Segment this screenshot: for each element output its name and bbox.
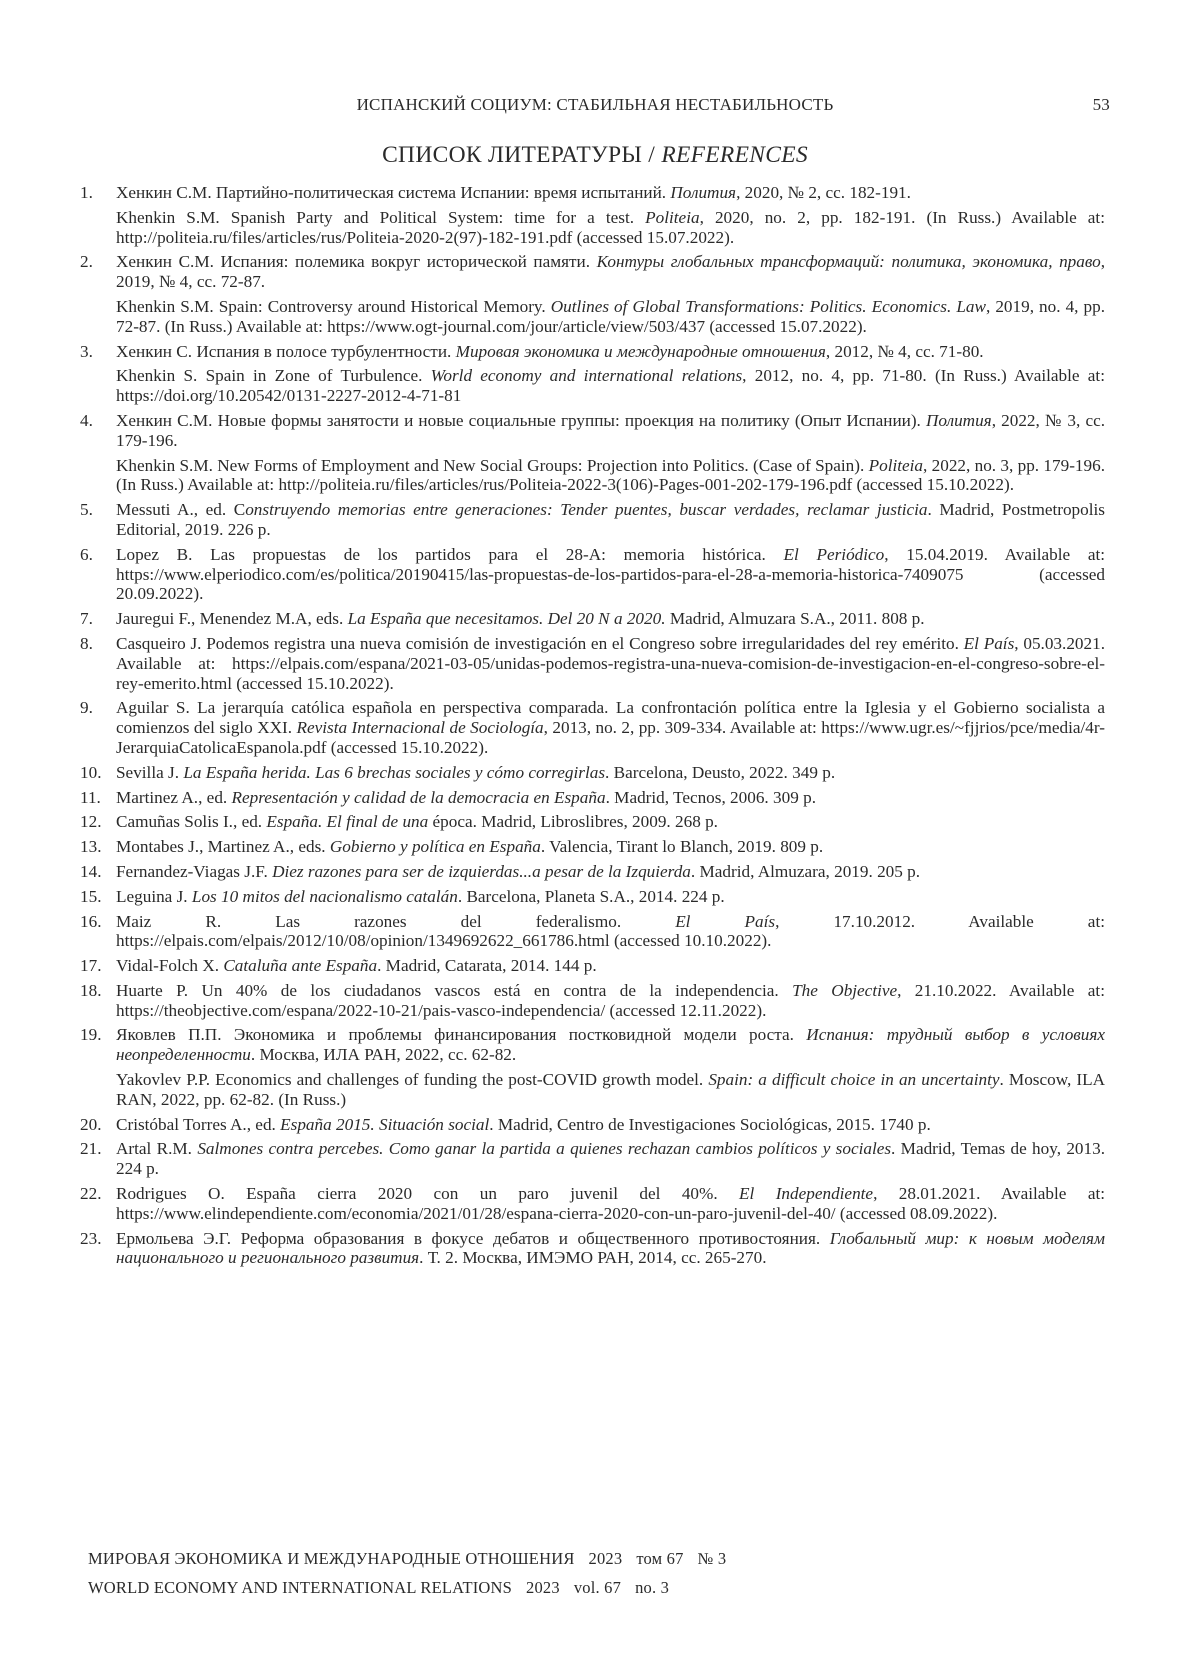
reference-item [80, 609, 1105, 629]
reference-entry [116, 912, 1105, 952]
reference-number: 21. [80, 1139, 113, 1159]
reference-source-title: onstruyendo memorias entre generaciones: Tender puentes, buscar verdades, reclamar justicia [245, 500, 927, 519]
reference-number: 6. [80, 545, 113, 565]
reference-source-title: El Independiente [739, 1184, 873, 1203]
reference-transliteration [116, 208, 1105, 248]
reference-transliteration [116, 297, 1105, 337]
reference-text: . Madrid, Temas de hoy, 2013. 224 p. [116, 1139, 1105, 1178]
reference-text: . Valencia, Tirant lo Blanch, 2019. 809 p. [541, 837, 823, 856]
page [0, 0, 1200, 1669]
reference-number: 15. [80, 887, 113, 907]
reference-text: Martinez A., ed. [116, 788, 232, 807]
reference-entry [116, 887, 1105, 907]
reference-source-title: El País [675, 912, 775, 931]
reference-entry [116, 1139, 1105, 1179]
reference-text: Хенкин С. Испания в полосе турбулентности. [116, 342, 456, 361]
reference-source-title: Diez razones para ser de izquierdas...a pesar de la Izquierda [272, 862, 691, 881]
reference-number: 2. [80, 252, 113, 272]
reference-item [80, 411, 1105, 495]
reference-source-title: Cataluña ante España [223, 956, 377, 975]
reference-text: Хенкин С.М. Испания: полемика вокруг исторической памяти. [116, 252, 597, 271]
reference-source-title: Испания: трудный выбор в условиях неопределенности [116, 1025, 1105, 1064]
reference-number: 22. [80, 1184, 113, 1204]
reference-entry [116, 837, 1105, 857]
reference-source-title: La España herida. Las 6 brechas sociales y cómo corregirlas [183, 763, 605, 782]
footer-issue-en: no. 3 [635, 1578, 669, 1597]
footer-year-ru: 2023 [589, 1549, 623, 1568]
reference-source-title: España 2015. Situación social [280, 1115, 489, 1134]
reference-text: . Москва, ИЛА РАН, 2022, сс. 62-82. [251, 1045, 516, 1064]
reference-number: 20. [80, 1115, 113, 1135]
reference-entry [116, 634, 1105, 693]
reference-entry [116, 411, 1105, 451]
reference-source-title: Outlines of Global Transformations: Politics. Economics. Law [551, 297, 986, 316]
reference-text: Cristóbal Torres A., ed. [116, 1115, 280, 1134]
footer-journal-ru: МИРОВАЯ ЭКОНОМИКА И МЕЖДУНАРОДНЫЕ ОТНОШЕНИЯ [88, 1549, 575, 1568]
reference-transliteration [116, 366, 1105, 406]
reference-text: Rodrigues O. España cierra 2020 con un paro juvenil del 40%. [116, 1184, 739, 1203]
section-title-en: REFERENCES [661, 142, 808, 168]
reference-text: . Barcelona, Deusto, 2022. 349 p. [605, 763, 835, 782]
reference-number: 23. [80, 1229, 113, 1249]
reference-text: . Madrid, Catarata, 2014. 144 p. [377, 956, 597, 975]
page-number: 53 [1093, 95, 1110, 115]
footer-volume-ru: том 67 [636, 1549, 683, 1568]
reference-text: , 21.10.2022. Available at: https://theobjective.com/espana/2022-10-21/pais-vasco-independencia/ (accessed 12.11.2022). [116, 981, 1105, 1020]
reference-text: Yakovlev P.P. Economics and challenges of funding the post-COVID growth model. [116, 1070, 708, 1089]
reference-text: . Т. 2. Москва, ИМЭМО РАН, 2014, сс. 265-270. [419, 1248, 766, 1267]
reference-text: . Madrid, Centro de Investigaciones Sociológicas, 2015. 1740 p. [489, 1115, 931, 1134]
reference-source-title: Salmones contra percebes. Como ganar la partida a quienes rechazan cambios políticos y sociales [197, 1139, 891, 1158]
reference-text: Khenkin S.M. New Forms of Employment and New Social Groups: Projection into Politics. (Case of Spain). [116, 456, 869, 475]
reference-text: Huarte P. Un 40% de los ciudadanos vascos está en contra de la independencia. [116, 981, 792, 1000]
reference-entry [116, 545, 1105, 604]
reference-text: , 2019, no. 4, pp. 72-87. (In Russ.) Available at: https://www.ogt-journal.com/jour/article/view/503/437 (accessed 15.07.2022). [116, 297, 1105, 336]
reference-item [80, 1229, 1105, 1269]
reference-number: 14. [80, 862, 113, 882]
reference-item [80, 887, 1105, 907]
reference-source-title: World economy and international relations [431, 366, 743, 385]
reference-text: , 2012, № 4, сс. 71-80. [826, 342, 984, 361]
reference-text: Vidal-Folch X. [116, 956, 223, 975]
reference-entry [116, 862, 1105, 882]
reference-source-title: El Periódico [784, 545, 885, 564]
reference-entry [116, 1115, 1105, 1135]
reference-entry [116, 252, 1105, 292]
reference-text: , 2022, № 3, сс. 179-196. [116, 411, 1105, 450]
reference-text: Khenkin S.M. Spanish Party and Political System: time for a test. [116, 208, 645, 227]
reference-source-title: Spain: a difficult choice in an uncertainty [708, 1070, 999, 1089]
reference-text: , 2013, no. 2, pp. 309-334. Available at: https://www.ugr.es/~fjjrios/pce/media/4r-JerarquiaCatolicaEspanola.pdf (accessed 15.10.2022). [116, 718, 1105, 757]
reference-source-title: Мировая экономика и международные отношения [456, 342, 826, 361]
footer-issue-ru: № 3 [698, 1549, 727, 1568]
reference-text: Madrid, Almuzara S.A., 2011. 808 p. [666, 609, 925, 628]
reference-item [80, 1139, 1105, 1179]
reference-entry [116, 183, 1105, 203]
reference-entry [116, 812, 1105, 832]
reference-number: 7. [80, 609, 113, 629]
reference-number: 5. [80, 500, 113, 520]
reference-item [80, 698, 1105, 757]
reference-source-title: Глобальный мир: к новым моделям национального и регионального развития [116, 1229, 1105, 1268]
reference-text: . Madrid, Postmetropolis Editorial, 2019. 226 p. [116, 500, 1105, 539]
reference-text: . Moscow, ILA RAN, 2022, pp. 62-82. (In Russ.) [116, 1070, 1105, 1109]
reference-entry [116, 788, 1105, 808]
reference-entry [116, 763, 1105, 783]
reference-text: , 15.04.2019. Available at: https://www.elperiodico.com/es/politica/20190415/las-propuestas-de-los-partidos-para-el-28-a-memoria-historica-7409075 (accessed 20.09.2022). [116, 545, 1105, 604]
reference-source-title: Контуры глобальных трансформаций: политика, экономика, право [597, 252, 1101, 271]
reference-item [80, 837, 1105, 857]
reference-transliteration [116, 456, 1105, 496]
reference-number: 13. [80, 837, 113, 857]
reference-text: , 2022, no. 3, pp. 179-196. (In Russ.) Available at: http://politeia.ru/files/articles/rus/Politeia-2022-3(106)-Pages-001-202-179-196.pdf (accessed 15.10.2022). [116, 456, 1105, 495]
reference-source-title: El País [964, 634, 1015, 653]
reference-item [80, 862, 1105, 882]
reference-number: 4. [80, 411, 113, 431]
reference-text: Aguilar S. La jerarquía católica española en perspectiva comparada. La confrontación política entre la Iglesia y el Gobierno socialista a comienzos del siglo XXI. [116, 698, 1105, 737]
reference-text: Casqueiro J. Podemos registra una nueva comisión de investigación en el Congreso sobre irregularidades del rey emérito. [116, 634, 964, 653]
reference-transliteration [116, 1070, 1105, 1110]
reference-text: , 28.01.2021. Available at: https://www.elindependiente.com/economia/2021/01/28/espana-cierra-2020-con-un-paro-juvenil-del-40/ (accessed 08.09.2022). [116, 1184, 1105, 1223]
reference-item [80, 812, 1105, 832]
reference-item [80, 183, 1105, 247]
reference-number: 12. [80, 812, 113, 832]
reference-entry [116, 1229, 1105, 1269]
reference-list [80, 183, 1105, 1273]
reference-number: 1. [80, 183, 113, 203]
reference-item [80, 342, 1105, 406]
reference-text: , 2020, № 2, сс. 182-191. [736, 183, 911, 202]
reference-source-title: Полития [670, 183, 736, 202]
reference-text: . Madrid, Almuzara, 2019. 205 p. [691, 862, 920, 881]
reference-text: Maiz R. Las razones del federalismo. [116, 912, 675, 931]
reference-text: Яковлев П.П. Экономика и проблемы финансирования постковидной модели роста. [116, 1025, 806, 1044]
footer-year-en: 2023 [526, 1578, 560, 1597]
reference-source-title: España. El final de una [266, 812, 432, 831]
reference-source-title: Gobierno y política en España [330, 837, 541, 856]
running-head-title: ИСПАНСКИЙ СОЦИУМ: СТАБИЛЬНАЯ НЕСТАБИЛЬНОСТЬ [80, 95, 1110, 115]
footer-line-en [88, 1573, 726, 1602]
reference-text: , 05.03.2021. Available at: https://elpais.com/espana/2021-03-05/unidas-podemos-registra-una-nueva-comision-de-investigacion-en-el-congreso-sobre-el-rey-emerito.html (accessed 15.10.2022). [116, 634, 1105, 693]
reference-entry [116, 981, 1105, 1021]
reference-text: Ермольева Э.Г. Реформа образования в фокусе дебатов и общественного противостояния. [116, 1229, 830, 1248]
reference-item [80, 634, 1105, 693]
section-title-ru: СПИСОК ЛИТЕРАТУРЫ / [382, 142, 661, 168]
reference-text: Messuti A., ed. C [116, 500, 245, 519]
reference-number: 19. [80, 1025, 113, 1045]
reference-item [80, 912, 1105, 952]
reference-text: Khenkin S.M. Spain: Controversy around Historical Memory. [116, 297, 551, 316]
reference-text: Artal R.M. [116, 1139, 197, 1158]
reference-number: 18. [80, 981, 113, 1001]
reference-text: . Barcelona, Planeta S.A., 2014. 224 p. [458, 887, 725, 906]
reference-item [80, 1025, 1105, 1109]
reference-number: 8. [80, 634, 113, 654]
reference-item [80, 788, 1105, 808]
reference-text: Fernandez-Viagas J.F. [116, 862, 272, 881]
reference-item [80, 252, 1105, 336]
reference-source-title: Los 10 mitos del nacionalismo catalán [192, 887, 458, 906]
reference-source-title: The Objective [792, 981, 897, 1000]
reference-item [80, 956, 1105, 976]
reference-text: Sevilla J. [116, 763, 183, 782]
reference-number: 11. [80, 788, 113, 808]
reference-entry [116, 1184, 1105, 1224]
reference-text: Khenkin S. Spain in Zone of Turbulence. [116, 366, 431, 385]
reference-source-title: Politeia [645, 208, 699, 227]
reference-text: , 2012, no. 4, pp. 71-80. (In Russ.) Available at: https://doi.org/10.20542/0131-2227-2012-4-71-81 [116, 366, 1105, 405]
reference-source-title: Полития [926, 411, 992, 430]
reference-source-title: Politeia [869, 456, 923, 475]
reference-item [80, 763, 1105, 783]
reference-text: . Madrid, Tecnos, 2006. 309 p. [606, 788, 816, 807]
running-head [80, 95, 1110, 121]
section-title [80, 142, 1110, 169]
reference-number: 9. [80, 698, 113, 718]
reference-text: Montabes J., Martinez A., eds. [116, 837, 330, 856]
reference-entry [116, 1025, 1105, 1065]
reference-source-title: Representación y calidad de la democracia en España [232, 788, 606, 807]
reference-text: Jauregui F., Menendez M.A, eds. [116, 609, 348, 628]
footer-journal-en: WORLD ECONOMY AND INTERNATIONAL RELATIONS [88, 1578, 512, 1597]
reference-text: , 2020, no. 2, pp. 182-191. (In Russ.) Available at: http://politeia.ru/files/articles/rus/Politeia-2020-2(97)-182-191.pdf (accessed 15.07.2022). [116, 208, 1105, 247]
reference-text: Lopez B. Las propuestas de los partidos para el 28-A: memoria histórica. [116, 545, 784, 564]
reference-item [80, 1115, 1105, 1135]
reference-text: Leguina J. [116, 887, 192, 906]
reference-source-title: Revista Internacional de Sociología [296, 718, 543, 737]
reference-entry [116, 698, 1105, 757]
reference-number: 16. [80, 912, 113, 932]
reference-number: 10. [80, 763, 113, 783]
reference-item [80, 545, 1105, 604]
reference-number: 3. [80, 342, 113, 362]
reference-source-title: La España que necesitamos. Del 20 N a 2020. [348, 609, 666, 628]
reference-text: , 2019, № 4, сс. 72-87. [116, 252, 1105, 291]
reference-item [80, 500, 1105, 540]
footer-volume-en: vol. 67 [574, 1578, 621, 1597]
reference-entry [116, 500, 1105, 540]
reference-number: 17. [80, 956, 113, 976]
reference-item [80, 1184, 1105, 1224]
reference-item [80, 981, 1105, 1021]
reference-text: Хенкин С.М. Новые формы занятости и новые социальные группы: проекция на политику (Опыт Испании). [116, 411, 926, 430]
reference-entry [116, 609, 1105, 629]
reference-text: Хенкин С.М. Партийно-политическая система Испании: время испытаний. [116, 183, 670, 202]
journal-footer [88, 1544, 726, 1602]
reference-text: época. Madrid, Libroslibres, 2009. 268 p. [433, 812, 718, 831]
reference-entry [116, 956, 1105, 976]
reference-text: , 17.10.2012. Available at: https://elpais.com/elpais/2012/10/08/opinion/1349692622_661786.html (accessed 10.10.2022). [116, 912, 1105, 951]
reference-entry [116, 342, 1105, 362]
footer-line-ru [88, 1544, 726, 1573]
reference-text: Camuñas Solis I., ed. [116, 812, 266, 831]
